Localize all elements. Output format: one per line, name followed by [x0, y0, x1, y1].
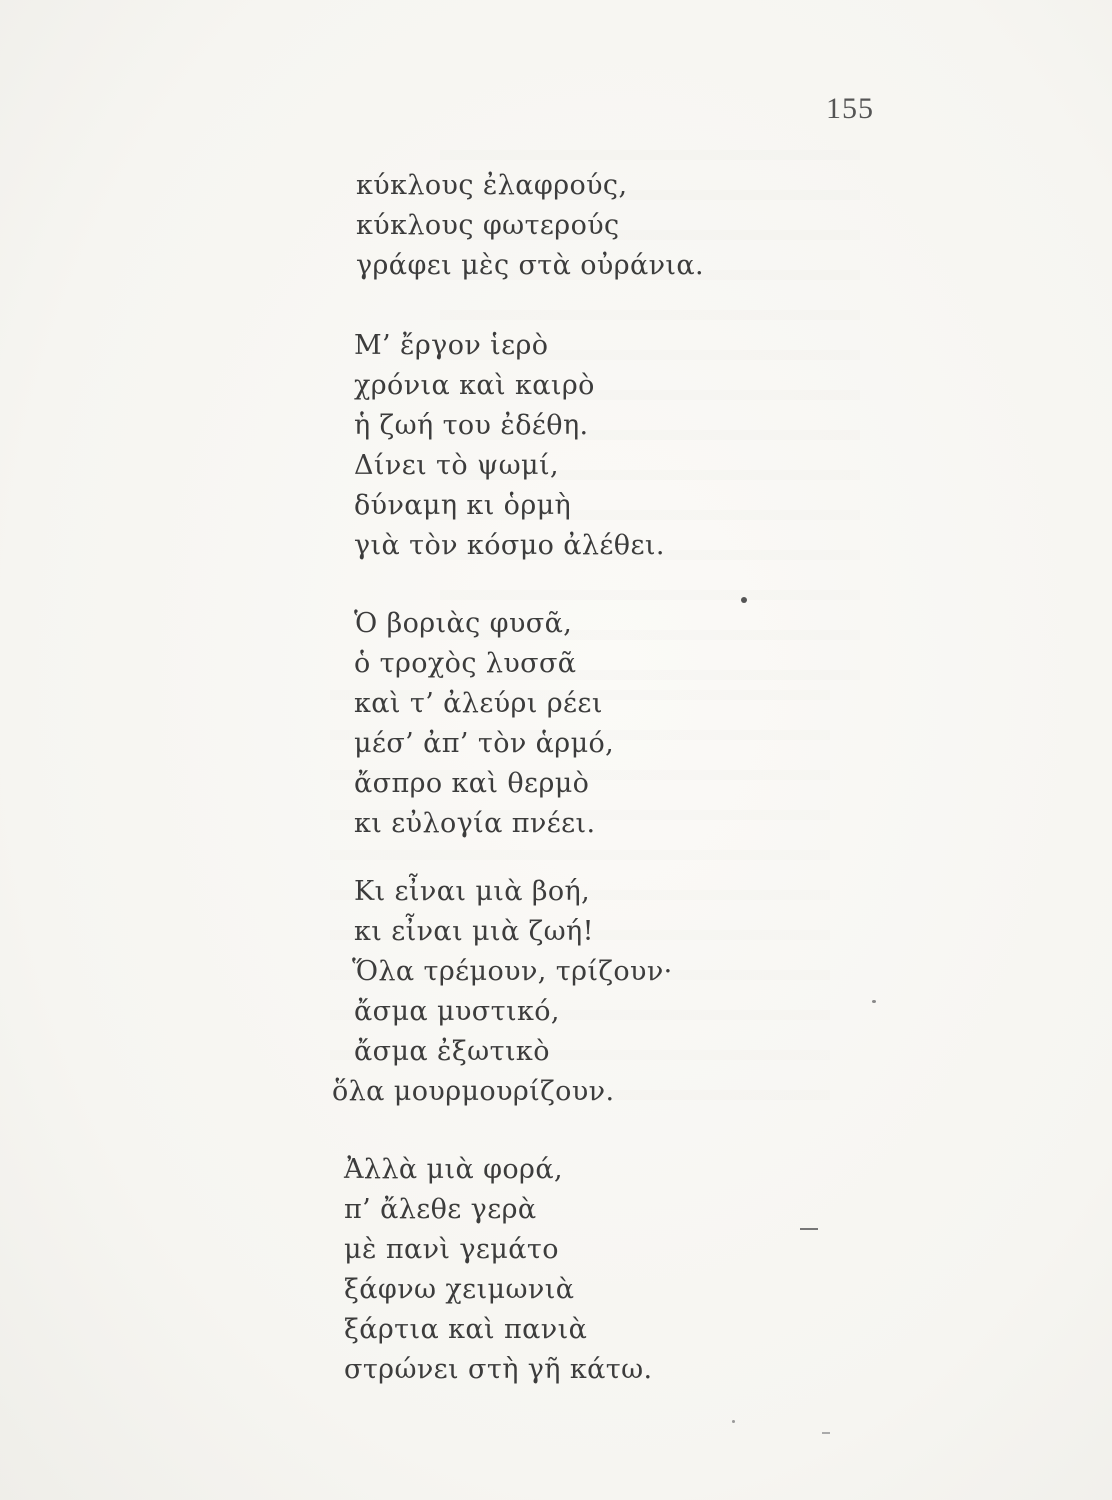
poem-line: μὲ πανὶ γεμάτο — [344, 1234, 559, 1265]
poem-line: ἄσμα ἐξωτικὸ — [354, 1036, 550, 1067]
poem-line: κι εἶναι μιὰ ζωή! — [354, 916, 594, 947]
poem-line: ξάρτια καὶ πανιὰ — [344, 1314, 588, 1345]
scan-mark — [822, 1432, 830, 1434]
stanza-4 — [332, 872, 673, 1112]
poem-line: χρόνια καὶ καιρὸ — [354, 370, 595, 401]
poem-line: ἄσμα μυστικό, — [354, 996, 560, 1027]
scan-mark — [800, 1228, 818, 1230]
poem-line: δύναμη κι ὁρμὴ — [354, 490, 572, 521]
page-number: 155 — [826, 92, 874, 125]
poem-line: ὅλα μουρμουρίζουν. — [332, 1076, 615, 1107]
poem-line: Δίνει τὸ ψωμί, — [354, 450, 559, 481]
poem-line: γιὰ τὸν κόσμο ἀλέθει. — [354, 530, 665, 561]
poem-line: κύκλους ἐλαφρούς, — [356, 170, 628, 201]
poem-line: κύκλους φωτερούς — [356, 210, 620, 241]
poem-line: κι εὐλογία πνέει. — [354, 808, 596, 839]
scan-speck — [741, 597, 747, 603]
poem-line: Κι εἶναι μιὰ βοή, — [354, 876, 591, 907]
stanza-3 — [354, 604, 614, 844]
poem-line: ἡ ζωή του ἐδέθη. — [354, 410, 589, 441]
poem-line: Ὁ βοριὰς φυσᾶ, — [354, 608, 573, 639]
poem-line: Ἀλλὰ μιὰ φορά, — [344, 1154, 563, 1185]
poem-line: Ὅλα τρέμουν, τρίζουν· — [352, 956, 673, 987]
poem-line: μέσ’ ἀπ’ τὸν ἁρμό, — [354, 728, 615, 759]
scan-speck — [872, 1000, 876, 1003]
poem-line: π’ ἄλεθε γερὰ — [344, 1194, 537, 1225]
poem-line: ὁ τροχὸς λυσσᾶ — [354, 648, 577, 679]
poem-line: ἄσπρο καὶ θερμὸ — [354, 768, 590, 799]
poem-line: ξάφνω χειμωνιὰ — [344, 1274, 575, 1305]
stanza-1 — [356, 166, 704, 286]
stanza-2 — [354, 326, 665, 566]
poem-line: Μ’ ἔργον ἱερὸ — [354, 330, 549, 361]
poem-line: καὶ τ’ ἀλεύρι ρέει — [354, 688, 603, 719]
stanza-5 — [344, 1150, 653, 1390]
poem-line: στρώνει στὴ γῆ κάτω. — [344, 1354, 653, 1385]
scan-speck — [732, 1420, 735, 1423]
poem-line: γράφει μὲς στὰ οὐράνια. — [356, 250, 705, 281]
